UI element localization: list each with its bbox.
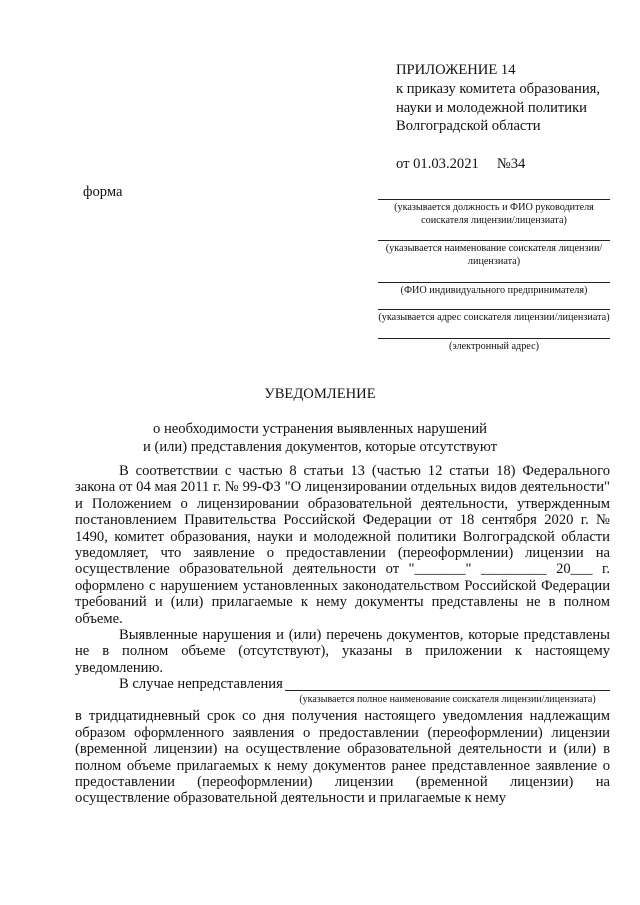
paragraph-1: В соответствии с частью 8 статьи 13 (частью 12 статьи 18) Федерального закона от 04 мая 2011 г. № 99-ФЗ "О лицензировании отдельных видов деятельности" и Положением о лицензировании образовательной деятельности, утвержденным постановлением Правительства Российской Федерации от 18 сентября 2020 г. № 1490, комитет образования, науки и молодежной политики Волгоградской области уведомляет, что заявление о предоставлении (переоформлении) лицензии на осуществление образовательной деятельности от "_______" _________ 20___ г. оформлено с нарушением установленных законодательством Российской Федерации требований и (или) прилагаемые к нему документы представлены не в полном объеме. [75,463,610,627]
field-email[interactable] [378,338,610,353]
paragraph-3-lead [75,676,610,708]
order-number: №34 [496,156,526,173]
document-subtitle [0,420,640,456]
field-caption-director: (указывается должность и ФИО руководителя соискателя лицензии/лицензиата) [394,202,594,226]
field-applicant-address[interactable] [378,309,610,324]
paragraph-3-lead-text: В случае непредставления [119,676,283,693]
document-title: УВЕДОМЛЕНИЕ [264,386,376,402]
appendix-order-line: к приказу комитета образования, [396,80,600,97]
applicant-full-name-field[interactable] [285,690,610,691]
appendix-region-line: Волгоградской области [396,118,541,135]
order-date-line [396,155,632,174]
field-caption-entrepreneur: (ФИО индивидуального предпринимателя) [400,285,588,296]
paragraph-2: Выявленные нарушения и (или) перечень документов, которые представлены не в полном объеме (отсутствуют), указаны в приложении к настоящему уведомлению. [75,627,610,676]
appendix-number: ПРИЛОЖЕНИЕ 14 [396,62,516,78]
form-label: форма [83,184,123,200]
order-date: от 01.03.2021 [396,156,479,173]
field-caption-email: (электронный адрес) [448,341,539,352]
field-director-name[interactable] [378,199,610,227]
field-entrepreneur-name[interactable] [378,282,610,297]
addressee-fields [378,199,610,353]
field-caption-address: (указывается адрес соискателя лицензии/лицензиата) [378,312,610,323]
field-applicant-name[interactable] [378,240,610,268]
subtitle-line-1: о необходимости устранения выявленных нарушений [153,421,487,437]
subtitle-line-2: и (или) представления документов, которые отсутствуют [143,439,497,455]
applicant-full-name-caption: (указывается полное наименование соискателя лицензии/лицензиата) [299,694,596,706]
paragraph-3: в тридцатидневный срок со дня получения настоящего уведомления надлежащим образом оформленного заявления о предоставлении (переоформлении) лицензии (временной лицензии) на осуществление образовательной деятельности и (или) в полном объеме прилагаемых к нему документов ранее представленное заявление о предоставлении (переоформлении) лицензии (временной лицензии) на осуществление образовательной деятельности и прилагаемые к нему [75,708,610,807]
appendix-header [396,61,632,174]
document-body [75,463,610,807]
field-caption-applicant: (указывается наименование соискателя лицензии/лицензиата) [385,243,603,267]
appendix-committee-line: науки и молодежной политики [396,99,587,116]
